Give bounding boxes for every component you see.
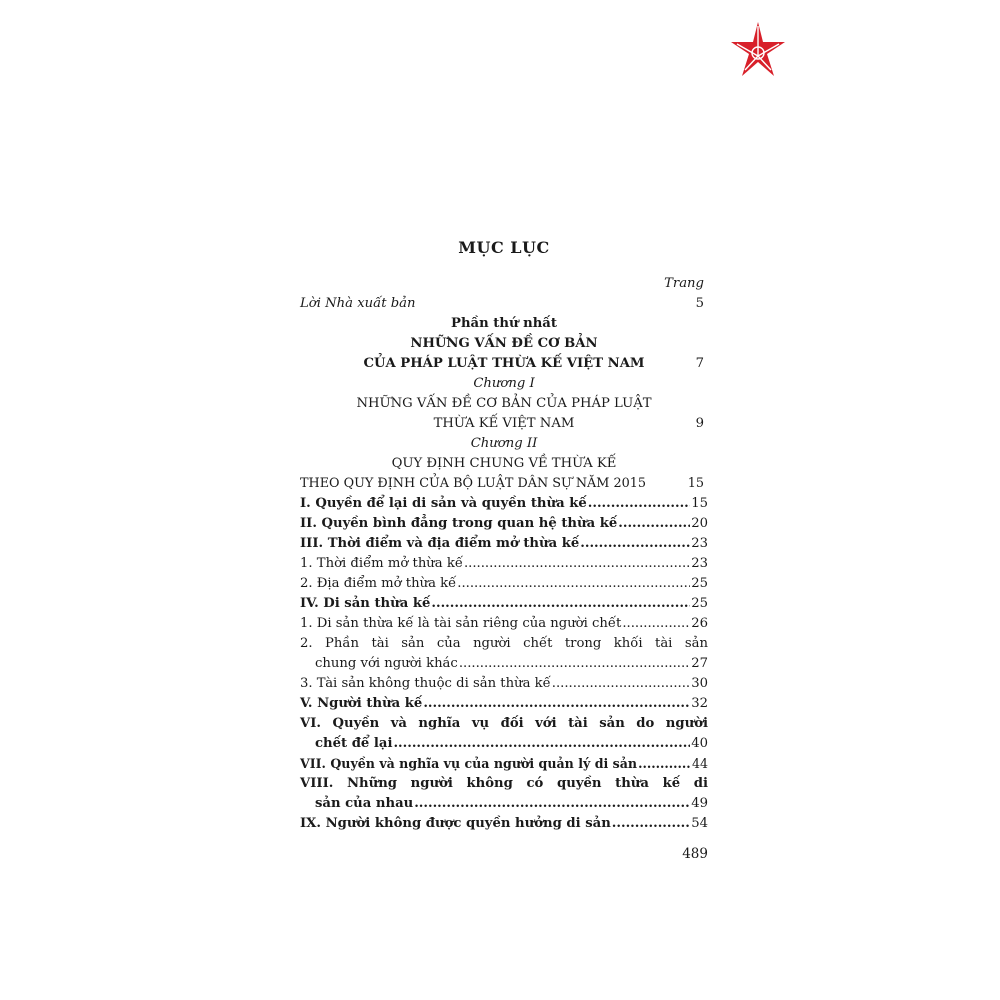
- toc-entry-text: I. Quyền để lại di sản và quyền thừa kế: [300, 496, 587, 511]
- toc-entry-7[interactable]: [300, 614, 708, 634]
- chapter2-title-line1: QUY ĐỊNH CHUNG VỀ THỪA KẾ: [391, 456, 617, 471]
- toc-entry-11-line1[interactable]: VI. Quyền và nghĩa vụ đối với tài sản do người: [300, 716, 708, 731]
- publisher-logo-icon: [727, 20, 789, 82]
- toc-entry-3[interactable]: [300, 534, 708, 554]
- dot-leader: [464, 554, 690, 574]
- dot-leader: [423, 694, 690, 714]
- toc-entry-text: 3. Tài sản không thuộc di sản thừa kế: [300, 676, 551, 691]
- chapter1-page: 9: [695, 416, 704, 431]
- toc-entry-intro[interactable]: [300, 294, 708, 314]
- chapter2-page: 15: [687, 476, 704, 491]
- toc-entry-page: 25: [691, 596, 708, 611]
- toc-entry-page: 26: [691, 616, 708, 631]
- dot-leader: [393, 734, 690, 754]
- toc-entry-5[interactable]: [300, 574, 708, 594]
- page-column-label: Trang: [664, 276, 704, 291]
- toc-entry-page: 54: [691, 816, 708, 831]
- dot-leader: [459, 654, 690, 674]
- toc-entry-10[interactable]: [300, 694, 708, 714]
- toc-entry-page: 15: [691, 496, 708, 511]
- chapter2-title-text: THEO QUY ĐỊNH CỦA BỘ LUẬT DÂN SỰ NĂM 2015: [300, 476, 647, 491]
- toc-entry-text: IV. Di sản thừa kế: [300, 596, 431, 611]
- toc-entry-text: V. Người thừa kế: [300, 696, 423, 711]
- toc-entry-page: 23: [691, 536, 708, 551]
- toc-entry-2[interactable]: [300, 514, 708, 534]
- toc-entry-6[interactable]: [300, 594, 708, 614]
- toc-entry-text: 1. Thời điểm mở thừa kế: [300, 556, 463, 571]
- toc-entry-page: 27: [691, 656, 708, 671]
- toc-entry-text: 1. Di sản thừa kế là tài sản riêng của người chết: [300, 616, 622, 631]
- toc-entry-page: 25: [691, 576, 708, 591]
- chapter1-title-line2[interactable]: [300, 414, 708, 434]
- part-title-text: CỦA PHÁP LUẬT THỪA KẾ VIỆT NAM: [363, 356, 645, 371]
- dot-leader: [552, 674, 690, 694]
- dot-leader: [457, 574, 690, 594]
- toc-entry-8-line1[interactable]: 2. Phần tài sản của người chết trong khối tài sản: [300, 636, 708, 651]
- part-title-line2[interactable]: [300, 354, 708, 374]
- part-page: 7: [695, 356, 704, 371]
- toc-entry-text: chết để lại: [315, 736, 393, 751]
- toc-entry-12[interactable]: [300, 754, 708, 774]
- dot-leader: [414, 794, 690, 814]
- toc-entry-8-line2[interactable]: [300, 654, 708, 674]
- table-of-contents: [300, 274, 708, 834]
- toc-entry-13-line2[interactable]: [300, 794, 708, 814]
- toc-entry-text: chung với người khác: [315, 656, 458, 671]
- toc-entry-page: 30: [691, 676, 708, 691]
- dot-leader: [622, 614, 690, 634]
- toc-entry-text: Lời Nhà xuất bản: [300, 296, 416, 311]
- page-number: 489: [682, 846, 708, 862]
- dot-leader: [580, 534, 690, 554]
- part-title-line1: NHỮNG VẤN ĐỀ CƠ BẢN: [410, 336, 598, 351]
- toc-entry-11-line2[interactable]: [300, 734, 708, 754]
- toc-entry-page: 5: [695, 296, 704, 311]
- chapter2-label: Chương II: [470, 436, 538, 451]
- page-title: MỤC LỤC: [458, 238, 550, 257]
- toc-entry-text: II. Quyền bình đẳng trong quan hệ thừa kế: [300, 516, 618, 531]
- dot-leader: [612, 814, 690, 834]
- chapter2-title-line2[interactable]: [300, 474, 708, 494]
- toc-entry-14[interactable]: [300, 814, 708, 834]
- dot-leader: [431, 594, 690, 614]
- dot-leader: [588, 494, 690, 514]
- toc-entry-page: 49: [691, 796, 708, 811]
- toc-entry-page: 40: [691, 736, 708, 751]
- chapter1-title-line1: NHỮNG VẤN ĐỀ CƠ BẢN CỦA PHÁP LUẬT: [356, 396, 652, 411]
- chapter1-label: Chương I: [473, 376, 535, 391]
- toc-entry-9[interactable]: [300, 674, 708, 694]
- toc-entry-13-line1[interactable]: VIII. Những người không có quyền thừa kế di: [300, 776, 708, 791]
- toc-entry-page: 20: [691, 516, 708, 531]
- toc-entry-text: IX. Người không được quyền hưởng di sản: [300, 816, 611, 831]
- chapter1-title-text: THỪA KẾ VIỆT NAM: [433, 416, 575, 431]
- dot-leader: [638, 754, 691, 774]
- toc-entry-page: 23: [691, 556, 708, 571]
- toc-entry-page: 44: [691, 756, 708, 771]
- toc-entry-4[interactable]: [300, 554, 708, 574]
- dot-leader: [618, 514, 690, 534]
- toc-entry-text: 2. Địa điểm mở thừa kế: [300, 576, 457, 591]
- toc-entry-page: 32: [691, 696, 708, 711]
- toc-entry-text: sản của nhau: [315, 796, 414, 811]
- toc-entry-1[interactable]: [300, 494, 708, 514]
- toc-entry-text: VII. Quyền và nghĩa vụ của người quản lý di sản: [300, 756, 638, 771]
- toc-entry-text: III. Thời điểm và địa điểm mở thừa kế: [300, 536, 580, 551]
- part-label: Phần thứ nhất: [451, 316, 557, 331]
